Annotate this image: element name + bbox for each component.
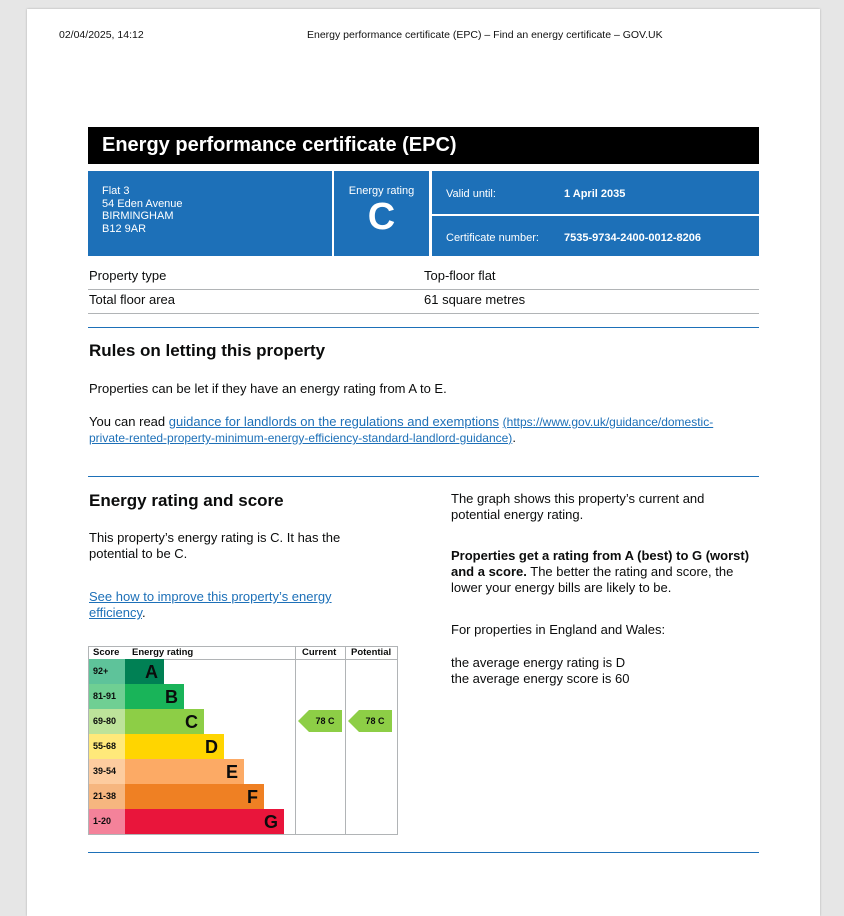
band-bar-e (125, 759, 244, 784)
improve-suffix: . (142, 605, 146, 620)
chart-header-score: Score (93, 647, 120, 658)
band-score-b: 81-91 (89, 684, 125, 709)
text-line: lower your energy bills are likely to be. (451, 580, 672, 595)
property-row (88, 289, 759, 314)
band-bar-a (125, 659, 164, 684)
text-line: potential to be C. (89, 546, 188, 561)
band-score-d: 55-68 (89, 734, 125, 759)
certificate-number-value: 7535-9734-2400-0012-8206 (564, 232, 702, 244)
band-bar-g (125, 809, 284, 834)
band-bar-c (125, 709, 204, 734)
address-line: B12 9AR (102, 222, 147, 235)
property-row (88, 265, 759, 290)
valid-until-label: Valid until: (446, 188, 496, 200)
property-key: Total floor area (89, 292, 175, 307)
property-value: Top-floor flat (424, 268, 496, 283)
band-letter: D (205, 737, 218, 757)
rules-heading: Rules on letting this property (89, 341, 326, 360)
print-page-title: Energy performance certificate (EPC) – Find an energy certificate – GOV.UK (307, 29, 663, 41)
band-letter: C (185, 712, 198, 732)
current-rating-arrow: 78 C (298, 710, 342, 732)
england-wales-label: For properties in England and Wales: (451, 622, 666, 637)
certificate-number-box (432, 216, 759, 256)
band-score-a: 92+ (89, 659, 125, 684)
band-letter: E (225, 762, 238, 782)
chart-column-divider (295, 647, 296, 834)
improve-efficiency-paragraph (89, 589, 332, 621)
chart-column-divider (345, 647, 346, 834)
chart-header-potential: Potential (351, 647, 392, 658)
valid-until-value: 1 April 2035 (564, 188, 626, 200)
property-value: 61 square metres (424, 292, 526, 307)
guidance-prefix: You can read (89, 414, 169, 429)
graph-explanation (451, 491, 704, 523)
chart-header-rating: Energy rating (132, 647, 194, 658)
text-line: potential energy rating. (451, 507, 584, 522)
rules-paragraph: Properties can be let if they have an energy rating from A to E. (89, 381, 447, 396)
text-line-bold: and a score. (451, 564, 527, 579)
property-key: Property type (89, 268, 167, 283)
print-datetime: 02/04/2025, 14:12 (59, 29, 144, 41)
epc-rating-chart (88, 646, 398, 835)
text-line: Properties get a rating from A (best) to G (worst) (451, 548, 750, 563)
address-line: BIRMINGHAM (102, 210, 174, 222)
band-letter: B (165, 687, 178, 707)
band-letter: G (263, 812, 278, 832)
page-title: Energy performance certificate (EPC) (88, 127, 759, 164)
rules-guidance-paragraph (89, 414, 759, 446)
guidance-url-link[interactable]: (https://www.gov.uk/guidance/domestic- (502, 415, 714, 429)
text-line: This property’s energy rating is C. It has the (89, 530, 341, 545)
guidance-link[interactable]: guidance for landlords on the regulations and exemptions (168, 414, 500, 429)
average-rating: the average energy rating is D (451, 655, 626, 670)
section-divider (88, 327, 759, 328)
chart-header-current: Current (302, 647, 337, 658)
band-score-c: 69-80 (89, 709, 125, 734)
band-score-g: 1-20 (89, 809, 125, 834)
band-letter: F (247, 787, 258, 807)
band-bar-d (125, 734, 224, 759)
energy-rating-box (334, 171, 429, 256)
band-bar-f (125, 784, 264, 809)
certificate-number-label: Certificate number: (446, 232, 539, 244)
address-box (88, 171, 332, 256)
band-letter: A (145, 662, 158, 682)
band-bar-b (125, 684, 184, 709)
energy-rating-letter: C (367, 196, 396, 238)
text-line: The graph shows this property’s current and (451, 491, 705, 506)
potential-rating-arrow: 78 C (348, 710, 392, 732)
address-line: Flat 3 (102, 185, 130, 197)
band-score-f: 21-38 (89, 784, 125, 809)
rating-explanation (451, 548, 749, 596)
improve-efficiency-link[interactable]: See how to improve this property’s energy (89, 589, 332, 604)
guidance-url-link-continued[interactable]: private-rented-property-minimum-energy-efficiency-standard-landlord-guidance) (89, 431, 513, 445)
energy-rating-label: Energy rating (348, 185, 415, 197)
text-line: The better the rating and score, the (526, 564, 734, 579)
address-line: 54 Eden Avenue (102, 197, 183, 210)
valid-until-box (432, 171, 759, 214)
energy-score-heading: Energy rating and score (89, 491, 284, 510)
average-score: the average energy score is 60 (451, 671, 630, 686)
energy-rating-statement (89, 530, 340, 562)
averages-list (451, 655, 630, 687)
section-divider (88, 476, 759, 477)
section-divider (88, 852, 759, 853)
band-score-e: 39-54 (89, 759, 125, 784)
improve-efficiency-link-continued[interactable]: efficiency (89, 605, 142, 620)
guidance-suffix: . (512, 430, 516, 445)
